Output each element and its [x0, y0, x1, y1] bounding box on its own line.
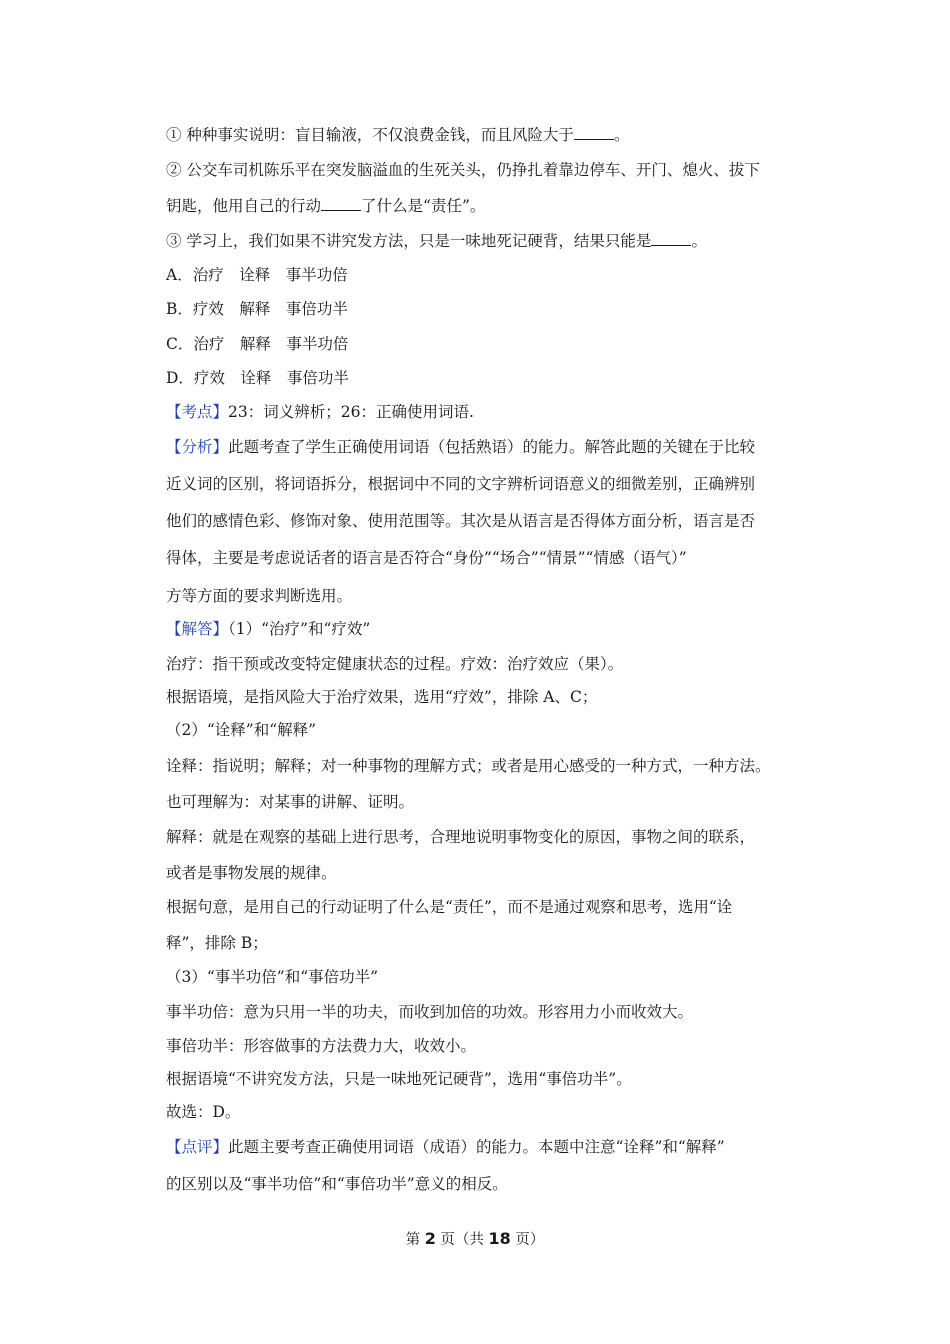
item-3-text: ③ 学习上，我们如果不讲究发方法，只是一味地死记硬背，结果只能是	[166, 232, 652, 250]
jieda-section	[166, 618, 826, 640]
kaodian-tag: 【考点】	[166, 403, 229, 421]
dianping-tag: 【点评】	[166, 1138, 229, 1156]
question-item-2-line-1: ② 公交车司机陈乐平在突发脑溢血的生死关头，仍挣扎着靠边停车、开门、熄火、拔下	[166, 161, 760, 179]
fenxi-line: 方等方面的要求判断选用。	[166, 587, 353, 605]
item-3-end: 。	[691, 232, 707, 250]
item-2-text: 钥匙，他用自己的行动	[166, 197, 322, 215]
jieda-line: 或者是事物发展的规律。	[166, 864, 337, 882]
page-footer	[0, 1228, 950, 1251]
page-number: 2	[424, 1229, 436, 1248]
fenxi-line: 他们的感情色彩、修饰对象、使用范围等。其次是从语言是否得体方面分析，语言是否	[166, 512, 756, 530]
fenxi-section	[166, 436, 826, 458]
fenxi-line-1: 此题考查了学生正确使用词语（包括熟语）的能力。解答此题的关键在于比较	[228, 438, 756, 456]
footer-suffix: 页）	[510, 1232, 545, 1248]
kaodian-section	[166, 401, 826, 423]
jieda-line: 故选：D。	[166, 1103, 241, 1121]
option-c: C．治疗 解释 事半功倍	[166, 335, 349, 353]
total-pages: 18	[488, 1229, 511, 1248]
dianping-line-1: 此题主要考查正确使用词语（成语）的能力。本题中注意“诠释”和“解释”	[228, 1138, 725, 1156]
jieda-tag: 【解答】	[166, 620, 229, 638]
question-item-2-line-2	[166, 195, 826, 217]
kaodian-text: 23：词义辨析；26：正确使用词语.	[228, 403, 474, 421]
fenxi-line: 得体，主要是考虑说话者的语言是否符合“身份”“场合”“情景”“情感（语气）”	[166, 549, 687, 567]
option-a: A．治疗 诠释 事半功倍	[166, 266, 348, 284]
jieda-line: 事半功倍：意为只用一半的功夫，而收到加倍的功效。形容用力小而收效大。	[166, 1003, 694, 1021]
jieda-line: 也可理解为：对某事的讲解、证明。	[166, 793, 415, 811]
jieda-line: 根据语境，是指风险大于治疗效果，选用“疗效”，排除 A、C；	[166, 688, 598, 706]
question-item-3	[166, 230, 826, 252]
jieda-line: （2）“诠释”和“解释”	[166, 721, 317, 739]
jieda-line-1: （1）“治疗”和“疗效”	[228, 620, 371, 638]
dianping-line-2: 的区别以及“事半功倍”和“事倍功半”意义的相反。	[166, 1175, 508, 1193]
answer-blank-3	[651, 231, 691, 246]
dianping-section	[166, 1136, 826, 1158]
question-item-1	[166, 124, 826, 146]
jieda-line: 治疗：指干预或改变特定健康状态的过程。疗效：治疗效应（果）。	[166, 655, 624, 673]
item-2-end: 了什么是“责任”。	[361, 197, 486, 215]
jieda-line: 根据语境“不讲究发方法，只是一味地死记硬背”，选用“事倍功半”。	[166, 1070, 632, 1088]
fenxi-tag: 【分析】	[166, 438, 229, 456]
answer-blank-1	[574, 125, 614, 140]
jieda-line: （3）“事半功倍”和“事倍功半”	[166, 968, 379, 986]
jieda-line: 释”，排除 B；	[166, 934, 268, 952]
jieda-line: 根据句意，是用自己的行动证明了什么是“责任”，而不是通过观察和思考，选用“诠	[166, 898, 733, 916]
jieda-line: 诠释：指说明；解释；对一种事物的理解方式；或者是用心感受的一种方式，一种方法。	[166, 757, 771, 775]
item-1-text: ① 种种事实说明：盲目输液，不仅浪费金钱，而且风险大于	[166, 126, 574, 144]
item-1-end: 。	[613, 126, 630, 144]
fenxi-line: 近义词的区别，将词语拆分，根据词中不同的文字辨析词语意义的细微差别，正确辨别	[166, 475, 756, 493]
option-b: B．疗效 解释 事倍功半	[166, 300, 348, 318]
option-d: D．疗效 诠释 事倍功半	[166, 369, 349, 387]
footer-prefix: 第	[405, 1232, 425, 1248]
footer-mid: 页（共	[435, 1232, 489, 1248]
jieda-line: 解释：就是在观察的基础上进行思考，合理地说明事物变化的原因，事物之间的联系，	[166, 828, 756, 846]
jieda-line: 事倍功半：形容做事的方法费力大，收效小。	[166, 1037, 477, 1055]
answer-blank-2	[321, 196, 361, 211]
